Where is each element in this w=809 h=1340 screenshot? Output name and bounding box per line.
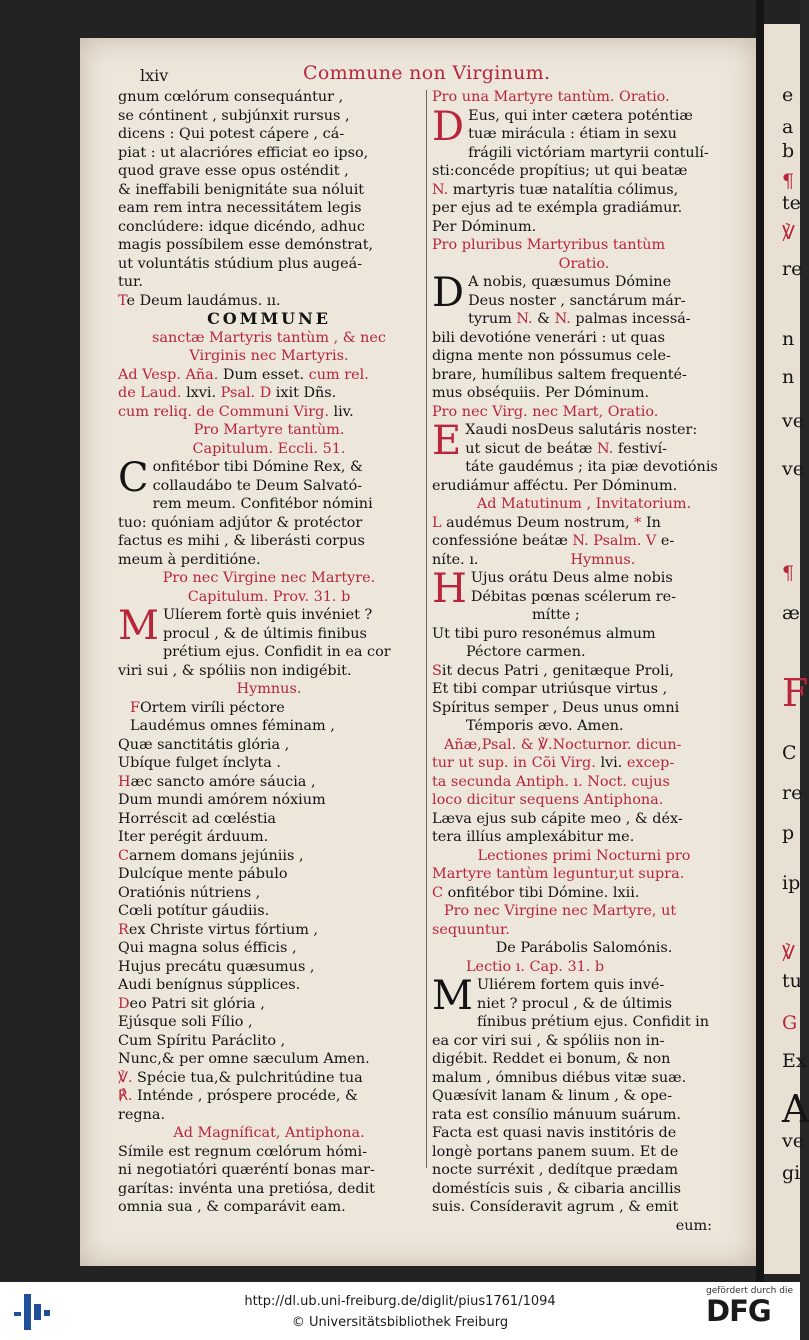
rubric-text: cum rel. [304, 366, 369, 383]
text-line: brare, humílibus saltem frequenté- [432, 366, 687, 383]
text-line: collaudábo te Deum Salvató- [152, 477, 363, 494]
hymn-verse [118, 865, 420, 884]
text: palmas incessá- [570, 311, 691, 327]
hymn-verse [118, 939, 420, 958]
dfg-funding-note: gefördert durch die [706, 1286, 793, 1296]
text: Dum esset. [218, 366, 305, 383]
hymn-verse [118, 828, 420, 847]
initial-letter: T [118, 292, 127, 309]
rubric-heading: sanctæ Martyris tantùm , & nec [151, 329, 386, 346]
te-deum-line [118, 292, 420, 311]
text-line: prétium ejus. Confidit in ea cor [162, 644, 391, 660]
hymn-text [432, 566, 736, 612]
hymn-verse [118, 958, 420, 977]
text-line: procul , & de últimis finibus [162, 625, 367, 642]
text-line [432, 532, 736, 551]
text-line: Per Dóminum. [432, 218, 537, 235]
text-line: & ineffabili benignitáte sua nóluit [118, 181, 365, 198]
rubric-line: ta secunda Antiph. ı. Noct. cujus [432, 773, 670, 790]
rubric-text: Psalm. V [588, 533, 657, 549]
text-line: mítte ; [532, 607, 580, 623]
text-line [432, 181, 736, 200]
hymn-verse [118, 847, 420, 866]
text-line: eam rem intra necessitátem legis [118, 200, 362, 216]
text-line: Ulíerem fortè quis invéniet ? [162, 607, 373, 623]
text-line: A nobis, quæsumus Dómine [468, 274, 672, 290]
drop-capital: D [432, 270, 465, 316]
rubric-heading: Lectiones primi Nocturni pro [477, 847, 691, 864]
text: lvi. [600, 755, 623, 771]
initial-letter: F [130, 699, 140, 716]
text: ixit Dñs. [271, 385, 337, 401]
text-line [432, 551, 736, 570]
text-line: digébit. Reddet ei bonum, & non [432, 1051, 671, 1067]
rubric-line: loco dicitur sequens Antiphona. [432, 792, 664, 808]
text-line: magis possíbilem esse demónstrat, [118, 237, 374, 253]
viewer-footer [0, 1282, 800, 1340]
hymn-verses [118, 699, 420, 1069]
rubric-heading: Oratio. [558, 255, 610, 272]
text-line: Eus, qui inter cætera poténtiæ [468, 107, 693, 124]
edge-letter: e [782, 84, 794, 106]
response-symbol: ℟. [118, 1088, 133, 1104]
hymn-verse [118, 773, 420, 792]
hymn-verse [118, 902, 420, 921]
verse-text: eo Patri sit glória , [129, 995, 265, 1012]
rubric-text: de Laud. [118, 385, 182, 401]
initial-letter: D [118, 995, 130, 1012]
edge-letter: p [782, 822, 795, 844]
hymn-verse [118, 995, 420, 1014]
capitulum-heading: Capitulum. Eccli. 51. [192, 440, 346, 457]
text-line: táte gaudémus ; ita piæ devotiónis [465, 459, 718, 475]
document-url[interactable]: http://dl.ub.uni-freiburg.de/diglit/pius1761/1094 [244, 1294, 556, 1309]
initial-letter: R [118, 921, 129, 938]
verse-text: Hujus precátu quæsumus , [118, 958, 315, 975]
initial-letter: C [118, 847, 130, 864]
text-line: Uliérem fortem quis invé- [476, 977, 665, 993]
edge-letter: ve [782, 1130, 804, 1152]
text-line: tuæ mirácula : étiam in sexu [468, 126, 677, 142]
drop-capital: H [432, 566, 467, 612]
hymn-verse [118, 921, 420, 940]
dfg-logo [706, 1286, 794, 1336]
rubric-line [432, 754, 736, 773]
text: liv. [328, 403, 354, 420]
text-line: fínibus prétium ejus. Confidit in [476, 1014, 710, 1030]
lectio-continuation [432, 1013, 736, 1217]
edge-letter: A [782, 1087, 809, 1131]
oratio-text [432, 103, 736, 150]
verse-text: Ortem viríli péctore [140, 699, 285, 716]
verse-text: æc sancto amóre sáucia , [130, 773, 316, 790]
hymn-verse [118, 791, 420, 810]
capitulum-text [118, 603, 420, 649]
edge-letter: æ [782, 602, 800, 624]
text-line: sti:concéde propítius; ut qui beatæ [432, 163, 688, 179]
text-line: Símile est regnum cœlórum hómi- [118, 1143, 367, 1160]
initial-letter: H [118, 773, 131, 790]
rubric-text: Ad Vesp. Aña. [118, 366, 219, 383]
initial-letter: L [432, 514, 442, 531]
response-line [118, 1087, 420, 1106]
rubric-heading: Ad Matutinum , Invitatorium. [476, 496, 692, 512]
text-line: meum à perditióne. [118, 551, 261, 568]
hymn-verse [118, 1013, 420, 1032]
rubric-text: excep- [622, 755, 675, 771]
rubric-heading: Pro una Martyre tantùm. Oratio. [432, 89, 670, 105]
verse-text: Dulcíque mente pábulo [118, 866, 288, 882]
text-line: rem meum. Confitébor nómini [152, 496, 373, 512]
edge-letter: b [782, 140, 795, 162]
rubric-heading: Martyre tantùm leguntur,ut supra. [432, 866, 685, 882]
text: onfitébor tibi Dómine. lxii. [443, 884, 640, 901]
verse-text: Nunc,& per omne sæculum Amen. [118, 1051, 370, 1067]
verse-text: Iter perégit árduum. [118, 829, 269, 845]
text-line: Ujus orátu Deus alme nobis [470, 570, 673, 586]
text: audémus Deum nostrum, [441, 514, 635, 531]
text-line: per ejus ad te exémpla gradiámur. [432, 200, 683, 216]
text-line: doméstícis suis , & cibaria ancillis [432, 1180, 681, 1197]
vespers-line [118, 366, 420, 385]
text: níte. ı. [432, 551, 479, 568]
initial-letter: C [432, 884, 444, 901]
column-divider [426, 90, 427, 1168]
capitulum-text [118, 455, 420, 501]
text: martyris tuæ natalítia cólimus, [448, 181, 679, 198]
edge-letter: ve [782, 458, 804, 480]
versicle-symbol: ℣. [118, 1069, 133, 1086]
edge-letter: ¶ [782, 562, 795, 584]
running-title: Commune non Virginum. [303, 62, 551, 84]
verse-text: Cœli potítur gáudiis. [118, 903, 270, 919]
name-placeholder: N. [516, 311, 533, 327]
text-line: digna mente non póssumus cele- [432, 348, 671, 364]
text-line: Péctore carmen. [466, 644, 586, 660]
name-placeholder: N. [554, 311, 571, 327]
text: it decus Patri , genitæque Proli, [441, 662, 674, 679]
initial-letter: S [432, 662, 442, 679]
name-placeholder: N. [597, 440, 614, 457]
text-line: tur. [118, 274, 143, 290]
text-line: longè portans panem suum. Et de [432, 1143, 679, 1160]
drop-capital: D [432, 103, 465, 150]
text-line: niet ? procul , & de últimis [476, 995, 672, 1012]
rubric-heading: Ad Magníficat, Antiphona. [173, 1125, 365, 1141]
text: & [532, 311, 555, 327]
text-line: dicens : Qui potest cápere , cá- [118, 126, 345, 142]
drop-capital: E [432, 418, 462, 464]
catchword: eum: [675, 1217, 712, 1234]
lectio-text [432, 973, 736, 1019]
edge-letter: re [782, 258, 803, 280]
edge-letter: ℣ [782, 222, 795, 244]
rubric-heading: Pro pluribus Martyribus tantùm [432, 237, 666, 253]
text-line: mus obséquiis. Per Dóminum. [432, 385, 650, 401]
text-line [432, 440, 736, 459]
text-line [432, 884, 736, 903]
text-line: Quæsívit lanam & linum , & ope- [432, 1088, 673, 1104]
rubric-heading: Pro nec Virg. nec Mart, Oratio. [432, 403, 659, 420]
text: e- [656, 533, 675, 549]
edge-letter: n [782, 366, 795, 388]
text-line: tera illíus amplexábitur me. [432, 829, 635, 845]
copyright-notice: © Universitätsbibliothek Freiburg [291, 1315, 509, 1330]
edge-letter: n [782, 328, 795, 350]
hymn-verse [118, 754, 420, 773]
verse-text: Cum Spíritu Paráclito , [118, 1032, 286, 1049]
hymn-verse [118, 1050, 420, 1069]
edge-letter: a [782, 116, 794, 138]
text-line: se cóntinent , subjúnxit rursus , [118, 107, 350, 124]
edge-letter: ip [782, 872, 801, 894]
text-line: viri sui , & spóliis non indigébit. [118, 662, 352, 679]
verse-text: Audi benígnus súpplices. [118, 977, 301, 993]
text: In [641, 514, 661, 531]
text-line: Témporis ævo. Amen. [466, 718, 624, 734]
text-line: frágili victóriam martyrii contulí- [468, 144, 709, 161]
text: festiví- [613, 440, 668, 457]
versicle-line [118, 1069, 420, 1088]
asterisk: * [634, 514, 642, 531]
hymn-verse [118, 717, 420, 736]
text-line: tuo: quóniam adjútor & protéctor [118, 514, 363, 531]
text-line: Læva ejus sub cápite meo , & déx- [432, 810, 683, 827]
edge-letter: C [782, 742, 797, 764]
rubric-line: Añæ,Psal. & ℣.Nocturnor. dicun- [444, 736, 682, 753]
text-line: omnia sua , & comparávit eam. [118, 1199, 346, 1215]
rubric-heading: sequuntur. [432, 921, 510, 938]
edge-letter: ¶ [782, 170, 795, 192]
text-line: regna. [118, 1106, 166, 1123]
text: tyrum [468, 311, 517, 327]
text-line: bili devotióne venerári : ut quas [432, 329, 665, 346]
text-line: ea cor viri sui , & spóliis non in- [432, 1032, 665, 1049]
edge-letter: F [782, 671, 809, 715]
text-line: ut voluntátis stúdium plus augeá- [118, 255, 363, 272]
text-line: Ut tibi puro resonémus almum [432, 625, 656, 642]
text-line: piat : ut alacrióres efficiat eo ipso, [118, 144, 369, 161]
text-line: malum , ómnibus diébus vitæ suæ. [432, 1069, 687, 1086]
verse-text: arnem domans jejúniis , [129, 847, 304, 864]
drop-capital: M [118, 603, 159, 649]
text: ut sicut de beátæ [465, 440, 597, 457]
verse-text: Laudémus omnes féminam , [130, 718, 335, 734]
text-line: Xaudi nosDeus salutáris noster: [465, 422, 698, 438]
drop-capital: M [432, 973, 473, 1019]
text-line: Facta est quasi navis institóris de [432, 1125, 677, 1141]
text-line [432, 662, 736, 681]
text-line: conclúdere: idque dicéndo, adhuc [118, 218, 365, 235]
text: Inténde , próspere procéde, & [132, 1088, 358, 1104]
rubric-text: tur ut sup. in Cõi Virg. [432, 755, 601, 771]
verse-text: Ejúsque soli Fílio , [118, 1014, 253, 1030]
rubric-heading: Pro Martyre tantùm. [193, 422, 345, 438]
edge-letter: te [782, 192, 801, 214]
edge-letter: Ex [782, 1050, 807, 1072]
verse-text: Horréscit ad cœléstia [118, 810, 277, 827]
text-line: rata est consílio mánuum suárum. [432, 1106, 681, 1123]
edge-letter: gi [782, 1162, 801, 1184]
edge-letter: ve [782, 410, 804, 432]
vespers-line [118, 403, 420, 422]
text-line [432, 310, 736, 329]
text-line: gnum cœlórum consequántur , [118, 89, 344, 105]
text-line: quod grave esse opus osténdit , [118, 163, 349, 179]
text-line: factus es mihi , & liberásti corpus [118, 533, 365, 549]
hymn-verse [118, 1032, 420, 1051]
capitulum-heading: Capitulum. Prov. 31. b [187, 588, 351, 605]
text: confessióne beátæ [432, 533, 573, 549]
lectio-heading: Lectio ı. Cap. 31. b [466, 958, 605, 975]
text-line: Spíritus semper , Deus unus omni [432, 699, 680, 716]
name-placeholder: N. [572, 533, 589, 549]
text-line: Deus noster , sanctárum már- [468, 292, 686, 309]
text-line: garítas: invénta una pretiósa, dedit [118, 1180, 375, 1197]
verse-text: Quæ sanctitátis glória , [118, 736, 290, 753]
text-line: erudiámur afféctu. Per Dóminum. [432, 477, 678, 494]
hymn-verse [118, 976, 420, 995]
rubric-heading: Virginis nec Martyris. [189, 348, 349, 364]
drop-capital: C [118, 455, 149, 501]
oratio-text [432, 418, 736, 464]
verse-text: Ubíque fulget ínclyta . [118, 755, 281, 771]
section-heading: COMMUNE [207, 309, 331, 328]
hymn-verse [118, 699, 420, 718]
vespers-line [118, 384, 420, 403]
verse-text: Qui magna solus éfficis , [118, 940, 297, 956]
text: lxvi. [181, 385, 217, 401]
verse-text: ex Christe virtus fórtium , [128, 921, 319, 938]
text-line: suis. Consíderavit agrum , & emit [432, 1199, 679, 1215]
text-line: Débitas pœnas scélerum re- [470, 588, 677, 605]
hymn-verse [118, 884, 420, 903]
right-column [432, 88, 736, 1235]
left-column [118, 88, 420, 1217]
text-line [432, 514, 736, 533]
hymn-verse [118, 736, 420, 755]
rubric-text: cum reliq. de Communi Virg. [118, 403, 329, 420]
hymnus-heading: Hymnus. [236, 681, 302, 697]
page-number: lxiv [140, 66, 169, 85]
rubric-heading: Pro nec Virgine nec Martyre. [162, 570, 376, 586]
page-gutter [756, 0, 764, 1282]
rubric-text: Psal. D [216, 385, 272, 401]
lectio-source: De Parábolis Salomónis. [495, 940, 673, 956]
hymnus-heading: Hymnus. [570, 551, 636, 568]
text-line: Et tibi compar utriúsque virtus , [432, 681, 668, 697]
edge-letter: re [782, 782, 803, 804]
edge-letter: G [782, 1012, 798, 1034]
edge-letter: tu [782, 970, 802, 992]
name-placeholder: N. [432, 181, 449, 198]
dfg-wordmark: DFG [706, 1294, 771, 1328]
text: Spécie tua,& pulchritúdine tua [132, 1069, 363, 1086]
rubric-heading: Pro nec Virgine nec Martyre, ut [444, 903, 677, 919]
text-line: ni negotiatóri quæréntí bonas mar- [118, 1162, 375, 1178]
hymn-verse [118, 810, 420, 829]
verse-text: Dum mundi amórem nóxium [118, 792, 326, 808]
te-deum-text: e Deum laudámus. ıı. [126, 292, 281, 309]
oratio-text [432, 270, 736, 316]
edge-letter: ℣ [782, 942, 795, 964]
text-line: onfitébor tibi Dómine Rex, & [152, 459, 363, 475]
next-page-edge [764, 24, 809, 1274]
verse-text: Oratiónis nútriens , [118, 884, 261, 901]
text-line: nocte surréxit , dedítque prædam [432, 1162, 678, 1178]
